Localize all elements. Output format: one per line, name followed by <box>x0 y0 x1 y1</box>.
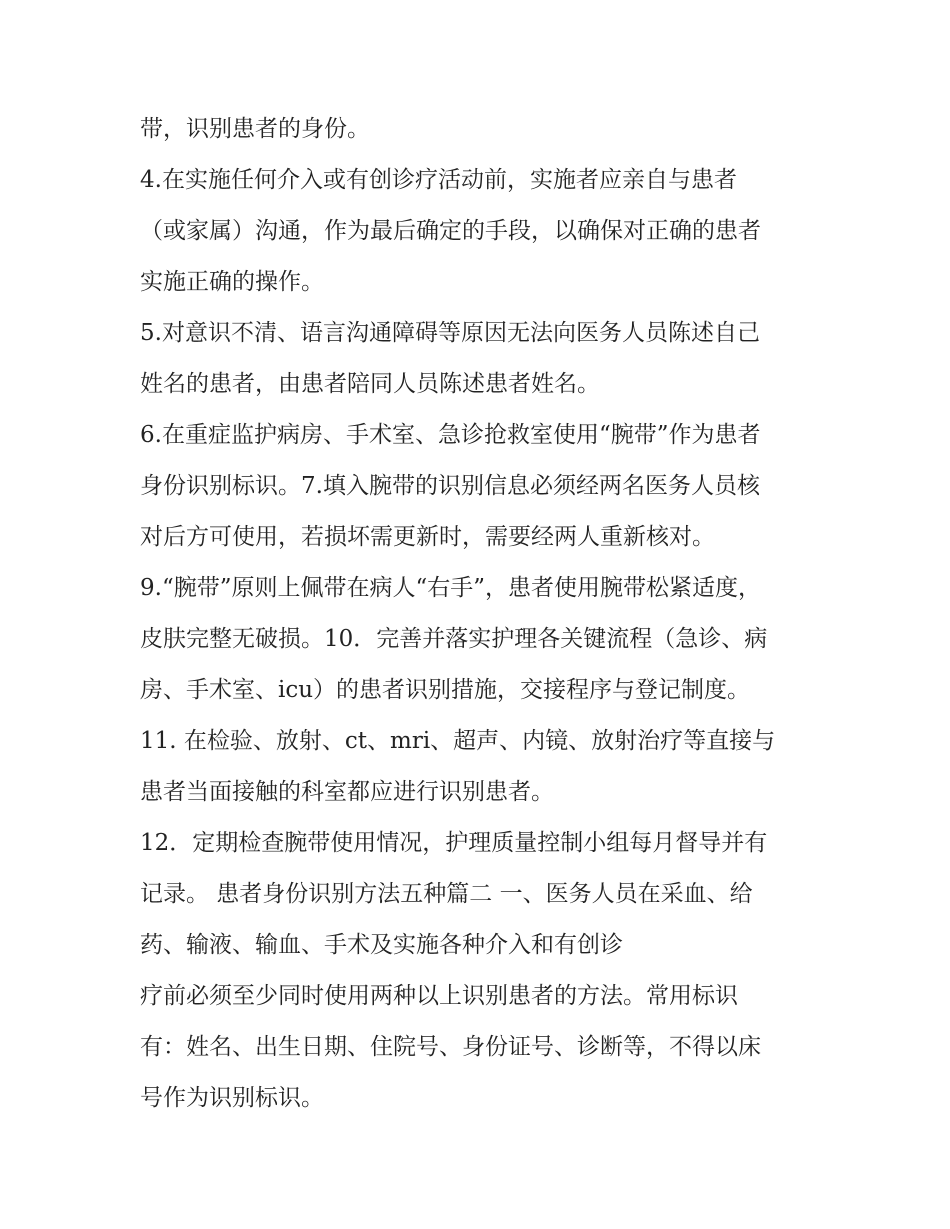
text-line: 患者当面接触的科室都应进行识别患者。 <box>140 779 554 805</box>
text-line: 有：姓名、出生日期、住院号、身份证号、诊断等，不得以床 <box>140 1034 761 1060</box>
text-line: 身份识别标识。7.填入腕带的识别信息必须经两名医务人员核 <box>140 473 760 499</box>
text-line: （或家属）沟通，作为最后确定的手段，以确保对正确的患者 <box>140 218 761 244</box>
document-body <box>140 104 830 1124</box>
text-line: 6.在重症监护病房、手术室、急诊抢救室使用“腕带”作为患者 <box>140 422 761 448</box>
text-line: 4.在实施任何介入或有创诊疗活动前，实施者应亲自与患者 <box>140 167 737 193</box>
text-line: 对后方可使用，若损坏需更新时，需要经两人重新核对。 <box>140 524 715 550</box>
text-line: 记录。 患者身份识别方法五种篇二 一、医务人员在采血、给 <box>140 881 753 907</box>
text-line: 皮肤完整无破损。10．完善并落实护理各关键流程（急诊、病 <box>140 626 768 652</box>
text-line: 实施正确的操作。 <box>140 269 324 295</box>
text-line: 带，识别患者的身份。 <box>140 116 370 142</box>
text-line: 号作为识别标识。 <box>140 1085 324 1111</box>
text-line: 9.“腕带”原则上佩带在病人“右手”，患者使用腕带松紧适度， <box>140 575 761 601</box>
text-line: 房、手术室、icu）的患者识别措施，交接程序与登记制度。 <box>140 677 751 703</box>
text-line: 药、输液、输血、手术及实施各种介入和有创诊 <box>140 932 623 958</box>
text-line: 姓名的患者，由患者陪同人员陈述患者姓名。 <box>140 371 600 397</box>
text-line: 12．定期检查腕带使用情况，护理质量控制小组每月督导并有 <box>140 830 768 856</box>
text-line: 疗前必须至少同时使用两种以上识别患者的方法。常用标识 <box>140 983 738 1009</box>
text-line: 5.对意识不清、语言沟通障碍等原因无法向医务人员陈述自己 <box>140 320 760 346</box>
text-line: 11. 在检验、放射、ct、mri、超声、内镜、放射治疗等直接与 <box>140 728 776 754</box>
